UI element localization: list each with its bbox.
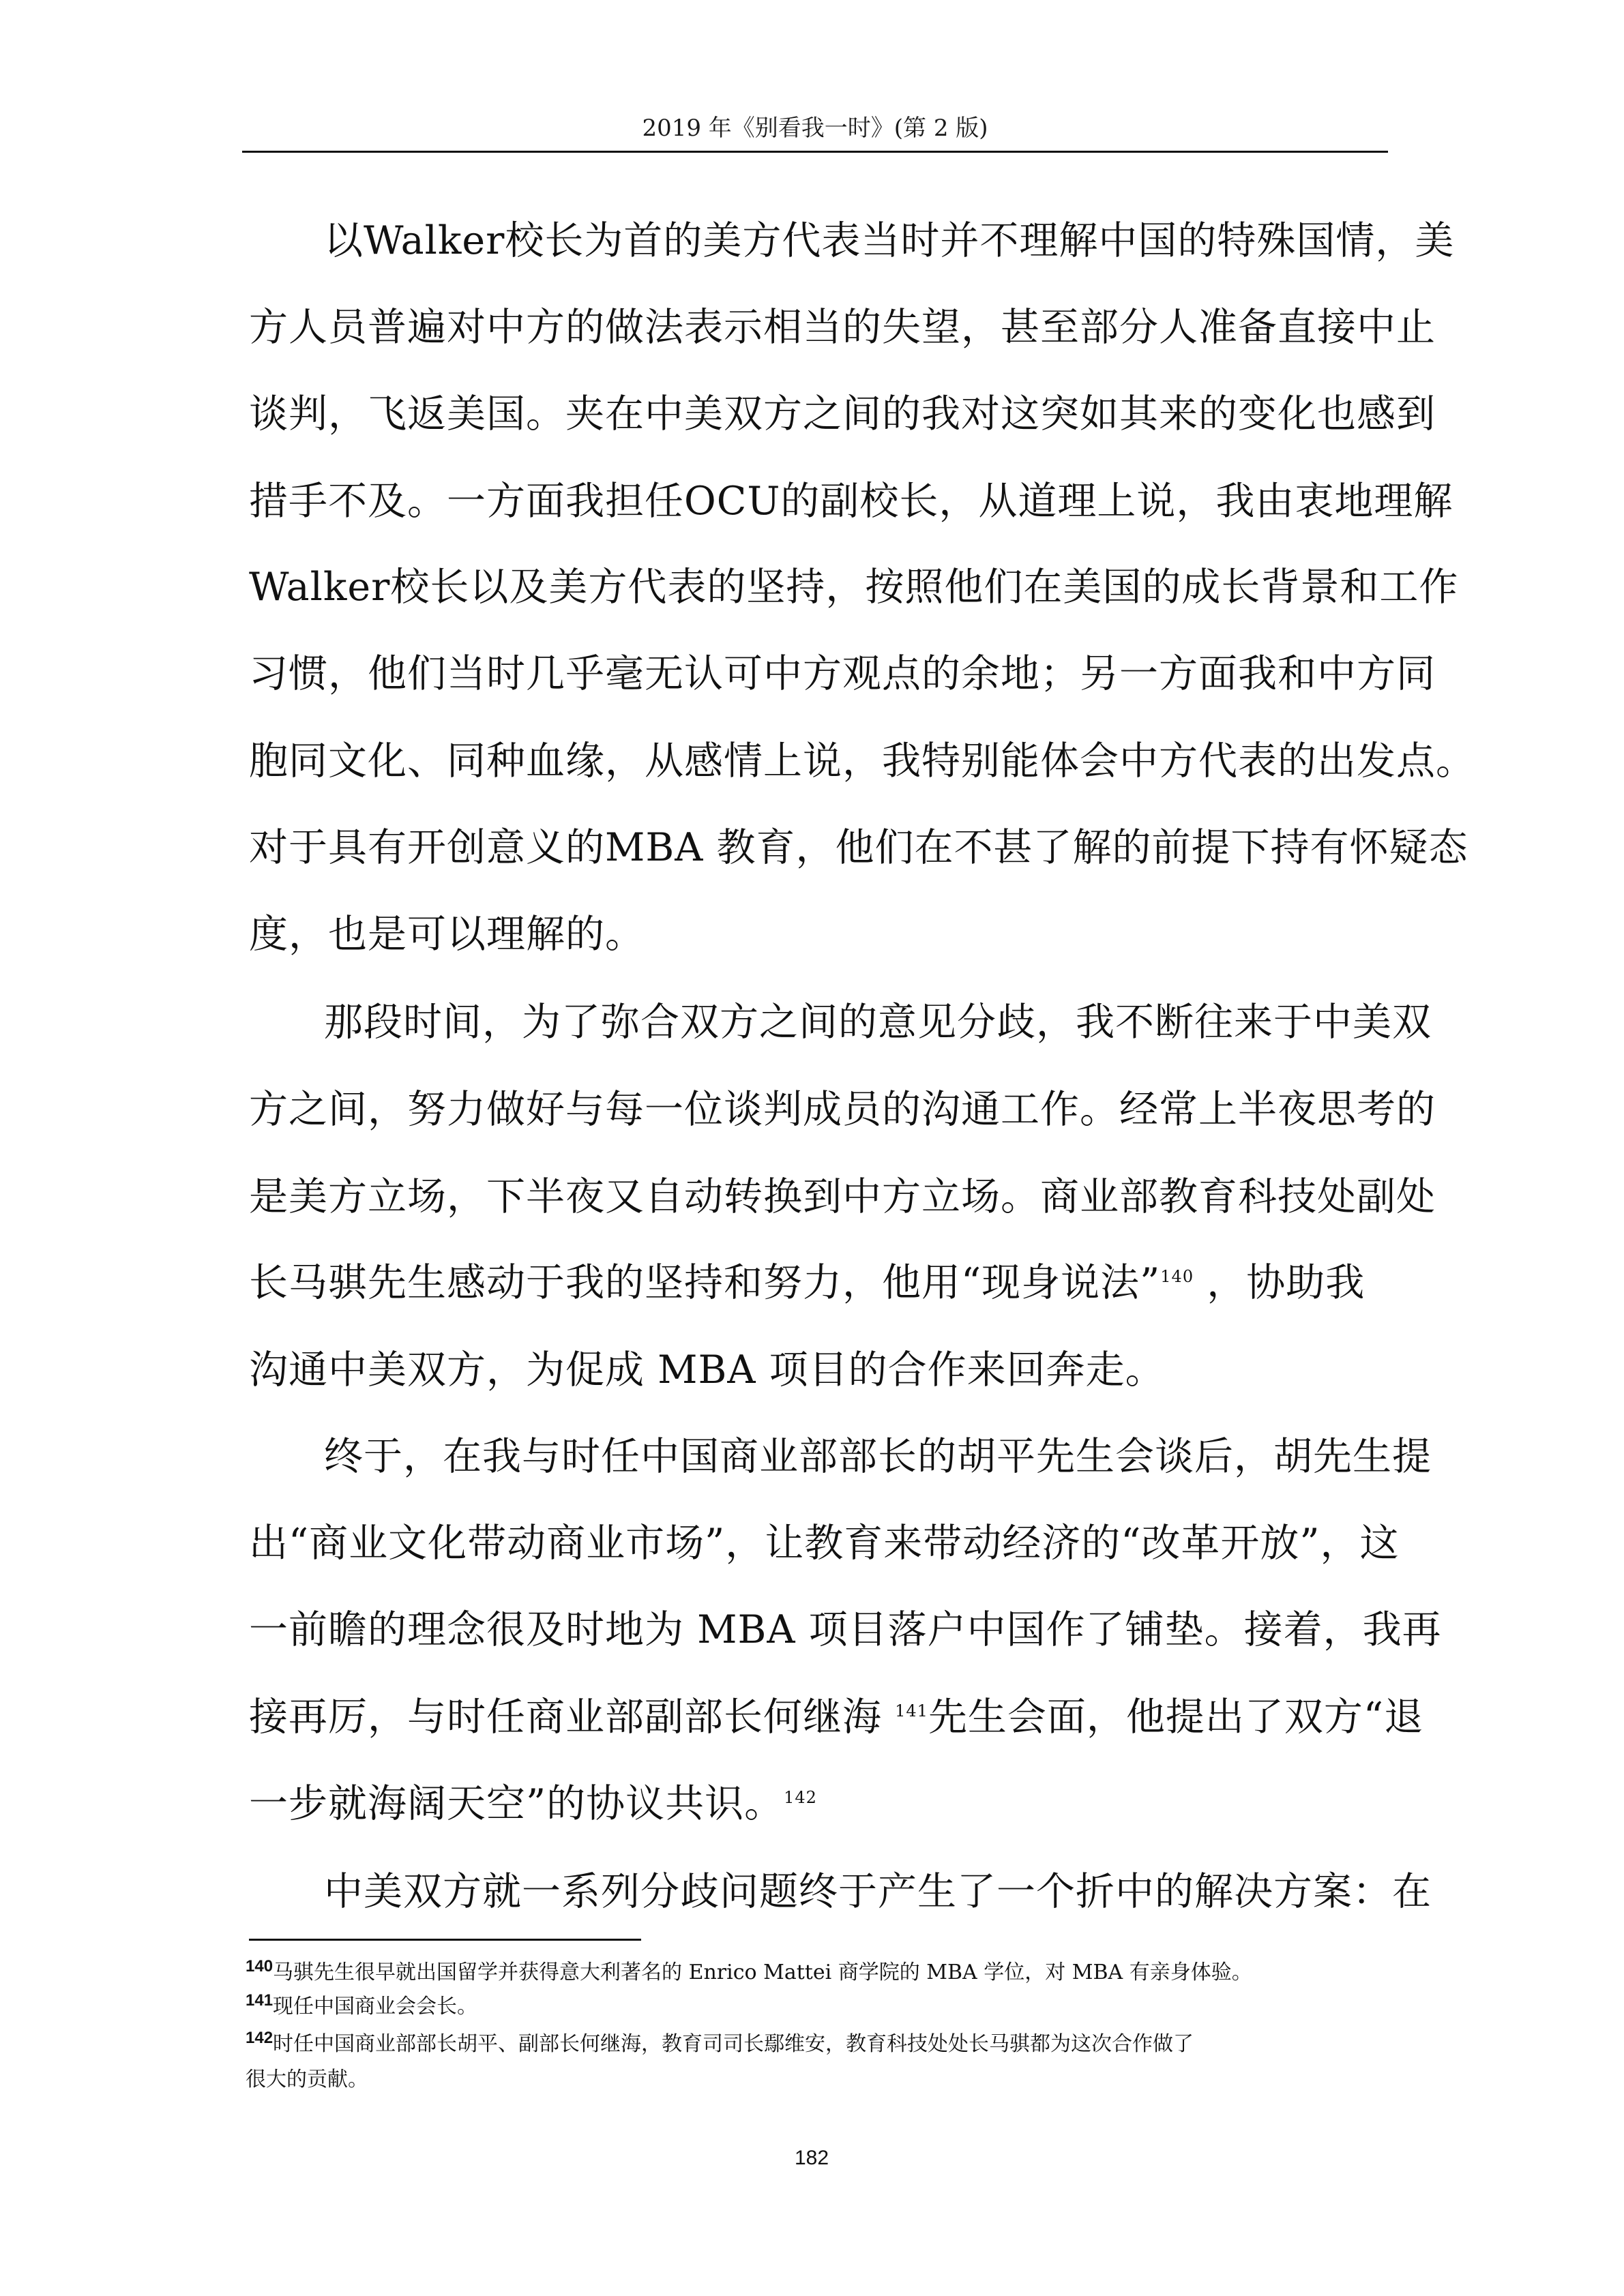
header-rule <box>242 151 1388 153</box>
body-line: 那段时间，为了弥合双方之间的意见分歧，我不断往来于中美双 <box>324 1000 1432 1045</box>
body-line <box>249 1259 1402 1307</box>
body-line: 胞同文化、同种血缘，从感情上说，我特别能体会中方代表的出发点。 <box>249 739 1475 784</box>
body-line: 方之间，努力做好与每一位谈判成员的沟通工作。经常上半夜思考的 <box>249 1087 1436 1132</box>
footnote-text: 马骐先生很早就出国留学并获得意大利著名的 Enrico Mattei 商学院的 MBA 学位，对 MBA 有亲身体验。 <box>273 1960 1252 1984</box>
page-number: 182 <box>794 2147 829 2169</box>
body-line-text: 先生会面，他提出了双方“退 <box>928 1695 1424 1740</box>
footnote-number: 141 <box>246 1991 274 2010</box>
footnote-ref-140[interactable]: 140 <box>1160 1267 1194 1286</box>
body-line: Walker校长以及美方代表的坚持，按照他们在美国的成长背景和工作 <box>249 565 1459 610</box>
footnote-text: 时任中国商业部部长胡平、副部长何继海，教育司司长鄢维安，教育科技处处长马骐都为这次合作做了 <box>273 2032 1194 2056</box>
body-line-text: 一步就海阔天空”的协议共识。 <box>249 1781 784 1826</box>
footnote-142-continued <box>246 2066 1405 2093</box>
footnote-number: 142 <box>246 2029 274 2047</box>
footnote-ref-141[interactable]: 141 <box>895 1701 928 1720</box>
body-line: 终于，在我与时任中国商业部部长的胡平先生会谈后，胡先生提 <box>324 1434 1432 1479</box>
body-line: 度，也是可以理解的。 <box>249 912 645 957</box>
footnote-number: 140 <box>246 1957 274 1976</box>
body-line-text: 接再厉，与时任商业部副部长何继海 <box>249 1695 882 1740</box>
body-line: 是美方立场，下半夜又自动转换到中方立场。商业部教育科技处副处 <box>249 1174 1436 1219</box>
footnote-140 <box>246 1959 1405 1986</box>
footnote-text: 很大的贡献。 <box>246 2068 368 2091</box>
body-line: 出“商业文化带动商业市场”，让教育来带动经济的“改革开放”，这 <box>249 1521 1400 1566</box>
body-line <box>249 1693 1424 1741</box>
body-line <box>249 1780 1402 1828</box>
body-line: 习惯，他们当时几乎毫无认可中方观点的余地；另一方面我和中方同 <box>249 651 1436 696</box>
footnote-141 <box>246 1993 1405 2021</box>
body-line-text: 长马骐先生感动于我的坚持和努力，他用“现身说法” <box>249 1260 1161 1305</box>
body-line: 措手不及。一方面我担任OCU的副校长，从道理上说，我由衷地理解 <box>249 479 1453 524</box>
body-line: 以Walker校长为首的美方代表当时并不理解中国的特殊国情，美 <box>324 218 1455 263</box>
body-line: 一前瞻的理念很及时地为 MBA 项目落户中国作了铺垫。接着，我再 <box>249 1607 1442 1652</box>
running-header: 2019 年《别看我一时》(第 2 版) <box>642 115 988 142</box>
body-line: 中美双方就一系列分歧问题终于产生了一个折中的解决方案：在 <box>324 1869 1432 1914</box>
footnote-142 <box>246 2031 1405 2058</box>
body-line: 方人员普遍对中方的做法表示相当的失望，甚至部分人准备直接中止 <box>249 305 1436 350</box>
footnote-rule <box>249 1939 641 1941</box>
footnote-text: 现任中国商业会会长。 <box>273 1995 478 2018</box>
body-line: 谈判，飞返美国。夹在中美双方之间的我对这突如其来的变化也感到 <box>249 391 1436 436</box>
body-line-text: ，协助我 <box>1207 1260 1365 1305</box>
body-line: 对于具有开创意义的MBA 教育，他们在不甚了解的前提下持有怀疑态 <box>249 825 1468 870</box>
footnote-ref-142[interactable]: 142 <box>784 1788 817 1807</box>
body-line: 沟通中美双方，为促成 MBA 项目的合作来回奔走。 <box>249 1347 1165 1392</box>
